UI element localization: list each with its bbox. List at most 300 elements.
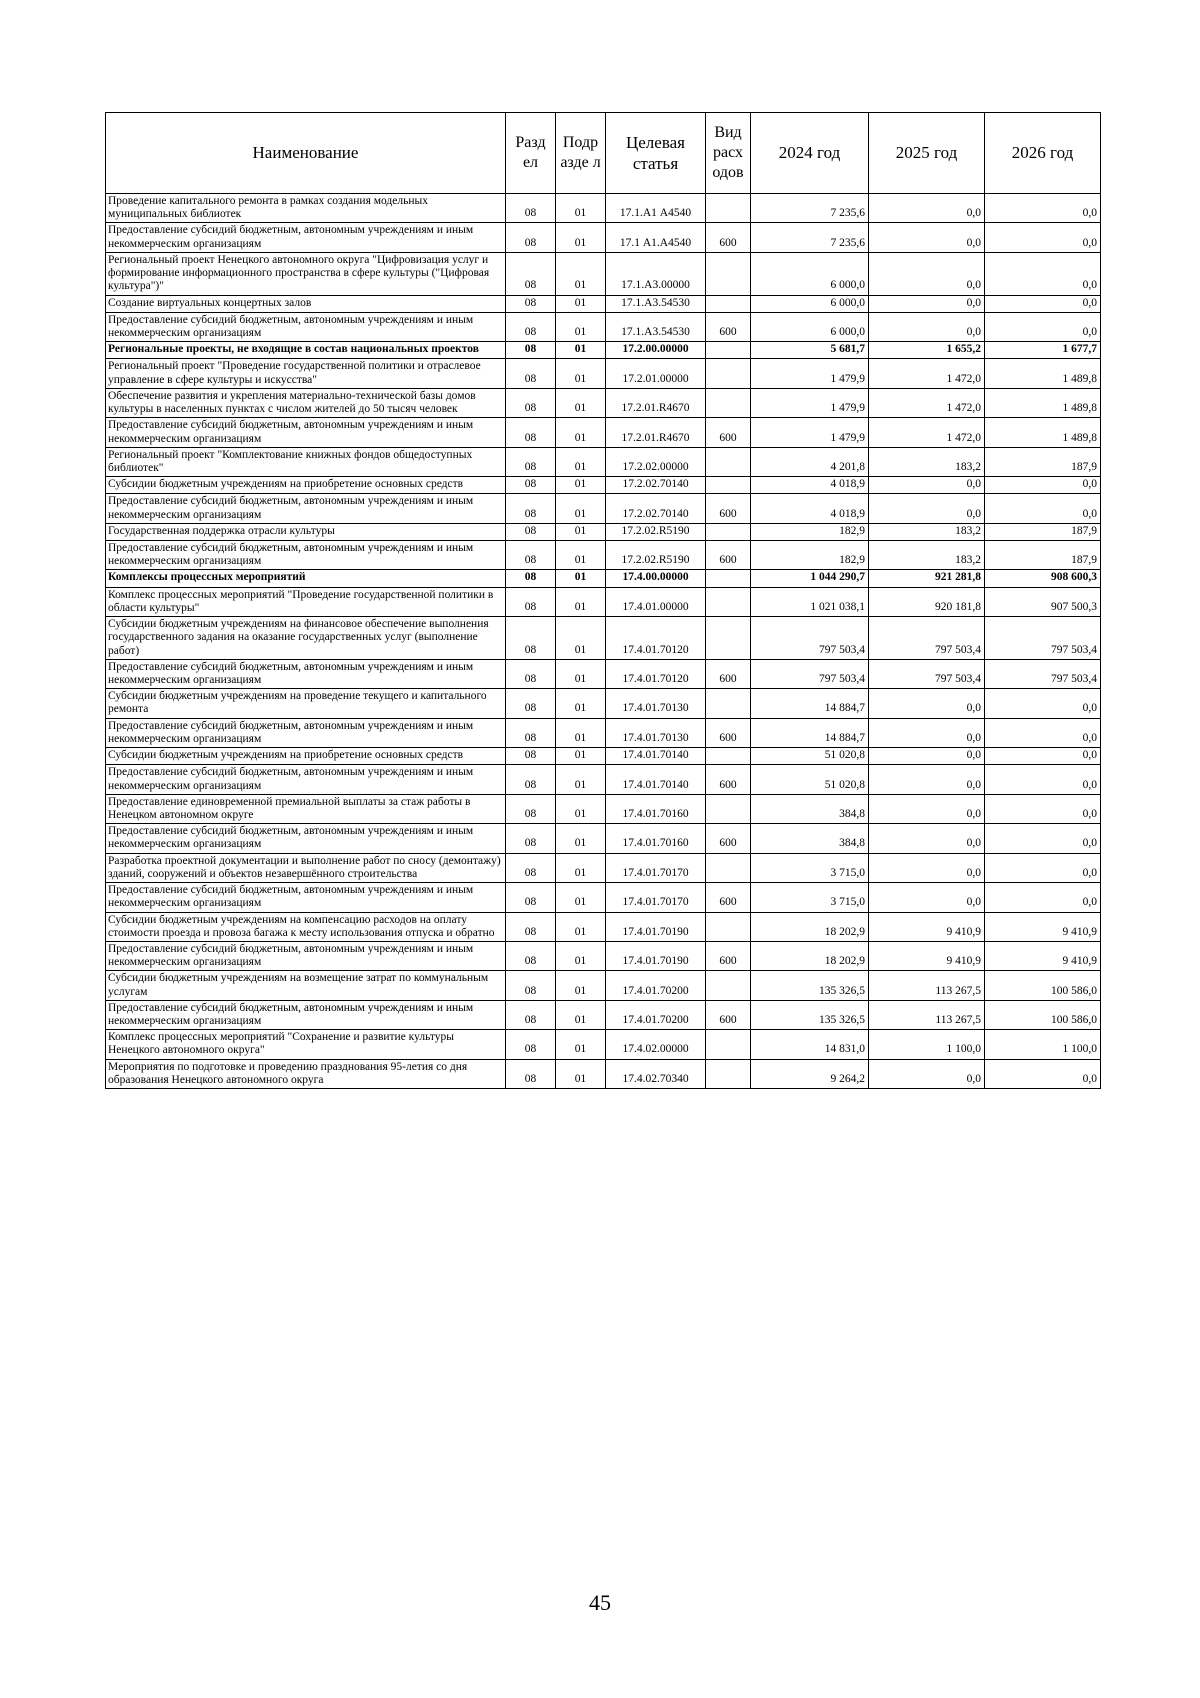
row-name: Предоставление субсидий бюджетным, автономным учреждениям и иным некоммерческим организациям [106,1000,506,1029]
row-podrazdel: 01 [556,252,606,295]
row-podrazdel: 01 [556,883,606,912]
row-vid [706,1059,751,1088]
row-amount-2025: 0,0 [869,494,985,523]
row-statya: 17.2.00.00000 [606,342,706,359]
row-vid [706,477,751,494]
row-amount-2026: 0,0 [985,853,1101,882]
table-row [106,824,1101,853]
header-vid: Вид расх одов [706,113,751,194]
table-row [106,194,1101,223]
row-amount-2024: 51 020,8 [751,748,869,765]
row-name: Региональный проект "Проведение государственной политики и отраслевое управление в сфере культуры и искусства" [106,359,506,388]
row-amount-2026: 0,0 [985,252,1101,295]
row-amount-2026: 0,0 [985,494,1101,523]
row-name: Обеспечение развития и укрепления материально-технической базы домов культуры в населенных пунктах с числом жителей до 50 тысяч человек [106,388,506,417]
row-podrazdel: 01 [556,388,606,417]
row-statya: 17.4.01.70120 [606,659,706,688]
row-statya: 17.2.01.R4670 [606,418,706,447]
row-razdel: 08 [506,1030,556,1059]
table-row [106,359,1101,388]
row-amount-2026: 797 503,4 [985,617,1101,660]
row-vid [706,912,751,941]
row-podrazdel: 01 [556,941,606,970]
row-amount-2025: 0,0 [869,295,985,312]
row-amount-2026: 1 489,8 [985,388,1101,417]
row-vid: 600 [706,223,751,252]
row-amount-2025: 920 181,8 [869,587,985,616]
row-razdel: 08 [506,523,556,540]
table-row [106,765,1101,794]
row-vid [706,523,751,540]
row-podrazdel: 01 [556,418,606,447]
header-row [106,113,1101,194]
row-name: Предоставление субсидий бюджетным, автономным учреждениям и иным некоммерческим организациям [106,718,506,747]
row-amount-2025: 0,0 [869,853,985,882]
row-vid: 600 [706,941,751,970]
row-podrazdel: 01 [556,1030,606,1059]
row-amount-2024: 4 018,9 [751,477,869,494]
table-row [106,912,1101,941]
row-name: Предоставление субсидий бюджетным, автономным учреждениям и иным некоммерческим организациям [106,541,506,570]
row-amount-2026: 187,9 [985,447,1101,476]
row-podrazdel: 01 [556,342,606,359]
row-amount-2024: 18 202,9 [751,912,869,941]
row-name: Предоставление субсидий бюджетным, автономным учреждениям и иным некоммерческим организациям [106,223,506,252]
row-vid [706,570,751,587]
row-amount-2024: 182,9 [751,541,869,570]
row-razdel: 08 [506,477,556,494]
row-amount-2025: 0,0 [869,312,985,341]
row-vid: 600 [706,494,751,523]
row-podrazdel: 01 [556,824,606,853]
row-vid [706,295,751,312]
row-razdel: 08 [506,570,556,587]
row-razdel: 08 [506,617,556,660]
row-razdel: 08 [506,223,556,252]
row-amount-2026: 907 500,3 [985,587,1101,616]
table-row [106,941,1101,970]
row-vid [706,971,751,1000]
row-amount-2026: 0,0 [985,312,1101,341]
row-statya: 17.4.01.70130 [606,718,706,747]
row-razdel: 08 [506,718,556,747]
row-amount-2025: 183,2 [869,523,985,540]
row-vid: 600 [706,765,751,794]
row-amount-2026: 0,0 [985,765,1101,794]
row-podrazdel: 01 [556,570,606,587]
row-amount-2025: 797 503,4 [869,659,985,688]
row-amount-2026: 100 586,0 [985,1000,1101,1029]
row-vid [706,587,751,616]
row-razdel: 08 [506,824,556,853]
row-statya: 17.1.А3.54530 [606,312,706,341]
row-amount-2026: 0,0 [985,824,1101,853]
table-row [106,587,1101,616]
row-razdel: 08 [506,252,556,295]
table-body [106,194,1101,1089]
row-vid [706,748,751,765]
row-amount-2025: 0,0 [869,223,985,252]
row-statya: 17.1.А1 А4540 [606,194,706,223]
table-row [106,494,1101,523]
row-amount-2025: 9 410,9 [869,912,985,941]
row-statya: 17.1 А1.А4540 [606,223,706,252]
row-name: Предоставление субсидий бюджетным, автономным учреждениям и иным некоммерческим организациям [106,941,506,970]
row-amount-2026: 1 489,8 [985,359,1101,388]
row-razdel: 08 [506,941,556,970]
header-name: Наименование [106,113,506,194]
row-statya: 17.4.01.70170 [606,883,706,912]
row-amount-2026: 187,9 [985,541,1101,570]
row-amount-2024: 14 884,7 [751,689,869,718]
row-statya: 17.4.02.00000 [606,1030,706,1059]
row-statya: 17.4.01.70170 [606,853,706,882]
row-razdel: 08 [506,1059,556,1088]
row-podrazdel: 01 [556,447,606,476]
row-name: Создание виртуальных концертных залов [106,295,506,312]
row-podrazdel: 01 [556,718,606,747]
row-statya: 17.4.01.00000 [606,587,706,616]
row-statya: 17.1.А3.54530 [606,295,706,312]
row-amount-2024: 6 000,0 [751,295,869,312]
row-razdel: 08 [506,659,556,688]
row-name: Комплекс процессных мероприятий "Проведение государственной политики в области культуры" [106,587,506,616]
table-row [106,541,1101,570]
row-vid [706,853,751,882]
row-razdel: 08 [506,794,556,823]
row-amount-2024: 797 503,4 [751,659,869,688]
row-podrazdel: 01 [556,194,606,223]
row-vid [706,617,751,660]
row-name: Предоставление субсидий бюджетным, автономным учреждениям и иным некоммерческим организациям [106,312,506,341]
row-name: Предоставление субсидий бюджетным, автономным учреждениям и иным некоммерческим организациям [106,883,506,912]
row-vid [706,342,751,359]
row-amount-2025: 9 410,9 [869,941,985,970]
row-amount-2024: 51 020,8 [751,765,869,794]
row-name: Комплексы процессных мероприятий [106,570,506,587]
row-amount-2024: 797 503,4 [751,617,869,660]
row-podrazdel: 01 [556,971,606,1000]
row-name: Субсидии бюджетным учреждениям на компенсацию расходов на оплату стоимости проезда и провоза багажа к месту использования отпуска и обратно [106,912,506,941]
row-amount-2024: 1 479,9 [751,418,869,447]
row-podrazdel: 01 [556,295,606,312]
row-podrazdel: 01 [556,1000,606,1029]
row-statya: 17.2.01.00000 [606,359,706,388]
row-amount-2024: 6 000,0 [751,252,869,295]
page-number: 45 [589,1590,611,1615]
row-razdel: 08 [506,587,556,616]
row-vid [706,252,751,295]
row-amount-2026: 0,0 [985,295,1101,312]
row-vid: 600 [706,541,751,570]
row-statya: 17.4.01.70190 [606,912,706,941]
row-amount-2025: 0,0 [869,718,985,747]
row-amount-2026: 187,9 [985,523,1101,540]
table-row [106,1000,1101,1029]
row-amount-2026: 0,0 [985,883,1101,912]
row-podrazdel: 01 [556,617,606,660]
row-amount-2025: 0,0 [869,252,985,295]
row-podrazdel: 01 [556,587,606,616]
row-razdel: 08 [506,312,556,341]
row-podrazdel: 01 [556,494,606,523]
row-vid: 600 [706,1000,751,1029]
row-statya: 17.4.01.70160 [606,794,706,823]
row-vid [706,794,751,823]
row-amount-2025: 1 472,0 [869,388,985,417]
row-vid: 600 [706,718,751,747]
row-name: Региональный проект Ненецкого автономного округа "Цифровизация услуг и формирование информационного пространства в сфере культуры ("Цифровая культура")" [106,252,506,295]
row-name: Региональные проекты, не входящие в состав национальных проектов [106,342,506,359]
row-podrazdel: 01 [556,1059,606,1088]
table-row [106,477,1101,494]
row-amount-2025: 921 281,8 [869,570,985,587]
header-2024: 2024 год [751,113,869,194]
row-podrazdel: 01 [556,223,606,252]
row-statya: 17.4.01.70190 [606,941,706,970]
table-row [106,853,1101,882]
row-podrazdel: 01 [556,477,606,494]
row-razdel: 08 [506,342,556,359]
row-razdel: 08 [506,883,556,912]
row-amount-2026: 0,0 [985,718,1101,747]
row-amount-2024: 3 715,0 [751,883,869,912]
row-amount-2024: 1 044 290,7 [751,570,869,587]
row-razdel: 08 [506,765,556,794]
row-amount-2024: 1 479,9 [751,359,869,388]
row-name: Предоставление субсидий бюджетным, автономным учреждениям и иным некоммерческим организациям [106,824,506,853]
row-amount-2025: 0,0 [869,748,985,765]
row-amount-2024: 384,8 [751,824,869,853]
row-vid [706,447,751,476]
row-amount-2024: 1 479,9 [751,388,869,417]
row-podrazdel: 01 [556,794,606,823]
row-name: Предоставление субсидий бюджетным, автономным учреждениям и иным некоммерческим организациям [106,659,506,688]
row-amount-2026: 1 100,0 [985,1030,1101,1059]
table-row [106,883,1101,912]
table-row [106,794,1101,823]
row-statya: 17.4.01.70160 [606,824,706,853]
row-statya: 17.4.01.70130 [606,689,706,718]
table-row [106,252,1101,295]
table-row [106,447,1101,476]
row-name: Мероприятия по подготовке и проведению празднования 95-летия со дня образования Ненецкого автономного округа [106,1059,506,1088]
row-name: Предоставление субсидий бюджетным, автономным учреждениям и иным некоммерческим организациям [106,765,506,794]
row-razdel: 08 [506,418,556,447]
row-amount-2025: 113 267,5 [869,971,985,1000]
row-amount-2025: 113 267,5 [869,1000,985,1029]
row-amount-2025: 0,0 [869,765,985,794]
row-name: Субсидии бюджетным учреждениям на возмещение затрат по коммунальным услугам [106,971,506,1000]
row-amount-2024: 3 715,0 [751,853,869,882]
row-razdel: 08 [506,494,556,523]
row-statya: 17.2.02.00000 [606,447,706,476]
row-razdel: 08 [506,689,556,718]
row-amount-2026: 1 489,8 [985,418,1101,447]
row-amount-2025: 797 503,4 [869,617,985,660]
table-row [106,748,1101,765]
table-row [106,1059,1101,1088]
row-statya: 17.2.02.70140 [606,477,706,494]
row-amount-2025: 0,0 [869,1059,985,1088]
row-podrazdel: 01 [556,541,606,570]
row-name: Субсидии бюджетным учреждениям на финансовое обеспечение выполнения государственного задания на оказание государственных услуг (выполнение работ) [106,617,506,660]
row-statya: 17.4.02.70340 [606,1059,706,1088]
row-razdel: 08 [506,1000,556,1029]
row-podrazdel: 01 [556,523,606,540]
row-razdel: 08 [506,541,556,570]
row-amount-2024: 18 202,9 [751,941,869,970]
row-amount-2024: 384,8 [751,794,869,823]
row-name: Предоставление субсидий бюджетным, автономным учреждениям и иным некоммерческим организациям [106,494,506,523]
table-row [106,570,1101,587]
row-amount-2026: 100 586,0 [985,971,1101,1000]
row-statya: 17.2.02.R5190 [606,541,706,570]
row-razdel: 08 [506,912,556,941]
budget-table [105,112,1101,1089]
row-amount-2025: 183,2 [869,447,985,476]
row-podrazdel: 01 [556,748,606,765]
table-row [106,523,1101,540]
row-razdel: 08 [506,359,556,388]
row-amount-2026: 0,0 [985,477,1101,494]
row-name: Субсидии бюджетным учреждениям на приобретение основных средств [106,477,506,494]
row-vid: 600 [706,659,751,688]
row-statya: 17.4.00.00000 [606,570,706,587]
row-statya: 17.4.01.70200 [606,971,706,1000]
table-row [106,312,1101,341]
header-razdel: Разд ел [506,113,556,194]
row-name: Предоставление субсидий бюджетным, автономным учреждениям и иным некоммерческим организациям [106,418,506,447]
row-amount-2026: 0,0 [985,223,1101,252]
table-row [106,718,1101,747]
row-statya: 17.4.01.70140 [606,748,706,765]
row-statya: 17.4.01.70140 [606,765,706,794]
row-amount-2024: 7 235,6 [751,194,869,223]
row-razdel: 08 [506,447,556,476]
row-amount-2024: 1 021 038,1 [751,587,869,616]
row-amount-2025: 0,0 [869,794,985,823]
table-row [106,689,1101,718]
row-podrazdel: 01 [556,312,606,341]
row-amount-2025: 1 100,0 [869,1030,985,1059]
row-vid: 600 [706,312,751,341]
row-statya: 17.2.02.R5190 [606,523,706,540]
row-amount-2024: 9 264,2 [751,1059,869,1088]
row-name: Проведение капитального ремонта в рамках создания модельных муниципальных библиотек [106,194,506,223]
row-amount-2025: 1 472,0 [869,418,985,447]
row-razdel: 08 [506,971,556,1000]
row-statya: 17.4.01.70200 [606,1000,706,1029]
row-statya: 17.2.01.R4670 [606,388,706,417]
row-name: Предоставление единовременной премиальной выплаты за стаж работы в Ненецком автономном округе [106,794,506,823]
row-amount-2024: 14 884,7 [751,718,869,747]
row-amount-2025: 0,0 [869,194,985,223]
row-amount-2025: 1 472,0 [869,359,985,388]
row-razdel: 08 [506,194,556,223]
row-amount-2024: 14 831,0 [751,1030,869,1059]
row-amount-2024: 5 681,7 [751,342,869,359]
row-amount-2025: 0,0 [869,883,985,912]
row-amount-2026: 1 677,7 [985,342,1101,359]
row-statya: 17.2.02.70140 [606,494,706,523]
header-podrazdel: Подр азде л [556,113,606,194]
row-amount-2026: 9 410,9 [985,912,1101,941]
row-podrazdel: 01 [556,359,606,388]
row-name: Субсидии бюджетным учреждениям на проведение текущего и капитального ремонта [106,689,506,718]
row-amount-2026: 0,0 [985,794,1101,823]
row-vid [706,689,751,718]
row-amount-2024: 4 201,8 [751,447,869,476]
row-amount-2025: 0,0 [869,477,985,494]
row-amount-2025: 0,0 [869,824,985,853]
row-vid: 600 [706,883,751,912]
table-row [106,295,1101,312]
table-row [106,617,1101,660]
table-row [106,342,1101,359]
row-amount-2026: 908 600,3 [985,570,1101,587]
row-amount-2024: 6 000,0 [751,312,869,341]
header-statya: Целевая статья [606,113,706,194]
row-name: Комплекс процессных мероприятий "Сохранение и развитие культуры Ненецкого автономного округа" [106,1030,506,1059]
row-name: Разработка проектной документации и выполнение работ по сносу (демонтажу) зданий, сооружений и объектов незавершённого строительства [106,853,506,882]
row-amount-2024: 182,9 [751,523,869,540]
row-vid [706,194,751,223]
row-amount-2026: 0,0 [985,689,1101,718]
row-amount-2024: 135 326,5 [751,1000,869,1029]
row-razdel: 08 [506,295,556,312]
row-podrazdel: 01 [556,912,606,941]
table-row [106,418,1101,447]
table-row [106,388,1101,417]
row-amount-2026: 9 410,9 [985,941,1101,970]
row-statya: 17.4.01.70120 [606,617,706,660]
table-row [106,971,1101,1000]
table-header [106,113,1101,194]
row-amount-2026: 0,0 [985,1059,1101,1088]
row-podrazdel: 01 [556,659,606,688]
row-amount-2024: 7 235,6 [751,223,869,252]
row-name: Субсидии бюджетным учреждениям на приобретение основных средств [106,748,506,765]
header-2025: 2025 год [869,113,985,194]
row-podrazdel: 01 [556,765,606,794]
row-amount-2024: 4 018,9 [751,494,869,523]
row-name: Региональный проект "Комплектование книжных фондов общедоступных библиотек" [106,447,506,476]
table-row [106,1030,1101,1059]
row-vid: 600 [706,418,751,447]
row-amount-2025: 1 655,2 [869,342,985,359]
row-statya: 17.1.А3.00000 [606,252,706,295]
row-amount-2025: 0,0 [869,689,985,718]
row-amount-2026: 0,0 [985,194,1101,223]
table-row [106,223,1101,252]
row-amount-2025: 183,2 [869,541,985,570]
row-amount-2026: 797 503,4 [985,659,1101,688]
row-vid [706,388,751,417]
row-podrazdel: 01 [556,853,606,882]
row-razdel: 08 [506,748,556,765]
row-podrazdel: 01 [556,689,606,718]
row-amount-2024: 135 326,5 [751,971,869,1000]
row-name: Государственная поддержка отрасли культуры [106,523,506,540]
row-razdel: 08 [506,853,556,882]
row-amount-2026: 0,0 [985,748,1101,765]
row-vid [706,1030,751,1059]
row-vid [706,359,751,388]
row-razdel: 08 [506,388,556,417]
header-2026: 2026 год [985,113,1101,194]
row-vid: 600 [706,824,751,853]
